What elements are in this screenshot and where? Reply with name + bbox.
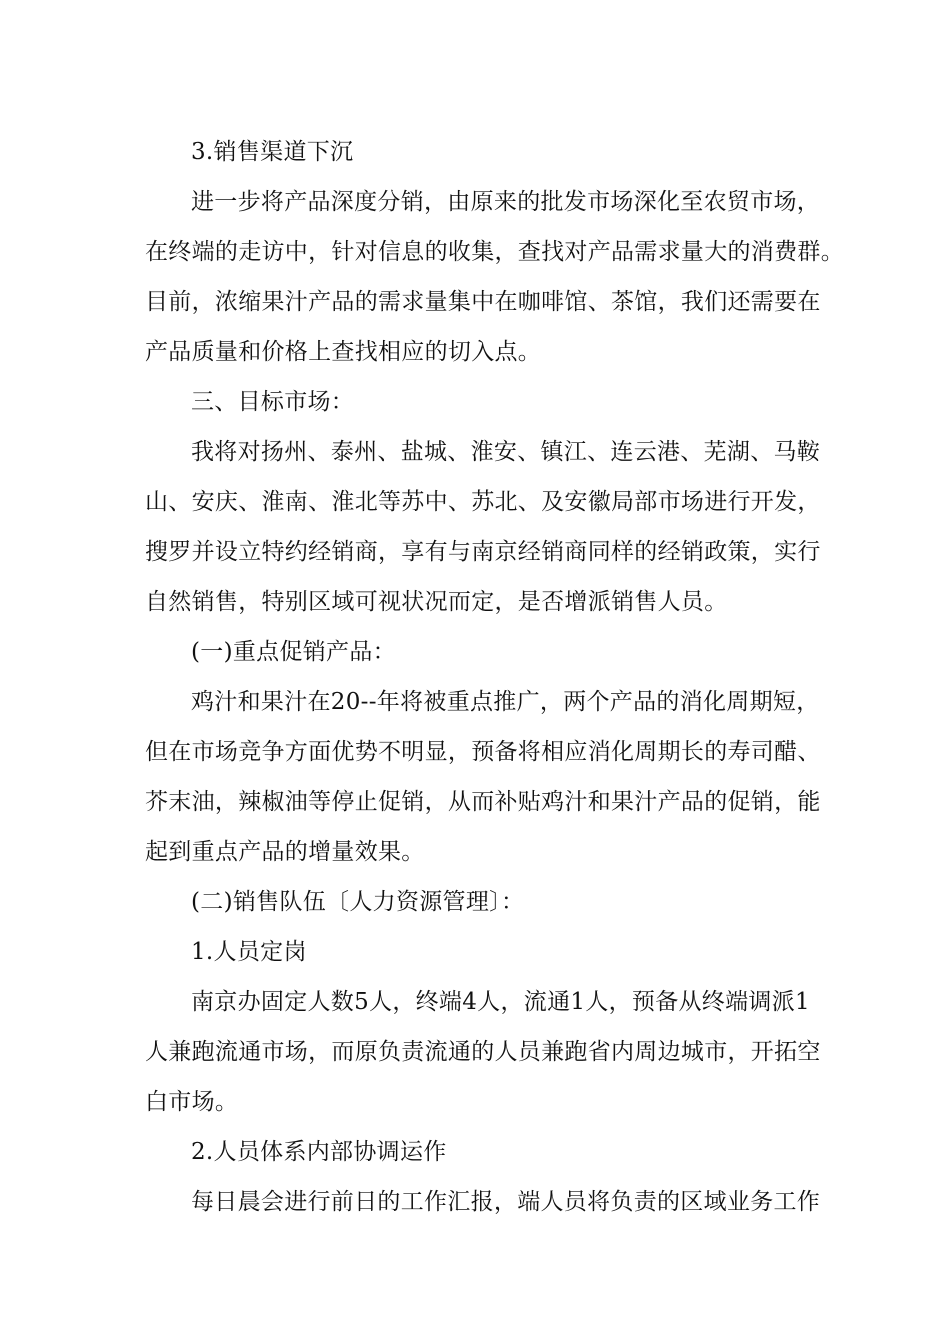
paragraph-line: 目前，浓缩果汁产品的需求量集中在咖啡馆、茶馆，我们还需要在 xyxy=(145,289,821,315)
paragraph-line: 但在市场竞争方面优势不明显，预备将相应消化周期长的寿司醋、 xyxy=(145,739,821,765)
heading-staff-coordination: 2.人员体系内部协调运作 xyxy=(191,1139,447,1165)
paragraph-line: 产品质量和价格上查找相应的切入点。 xyxy=(145,339,542,365)
paragraph-line: 起到重点产品的增量效果。 xyxy=(145,839,425,865)
heading-sales-channel: 3.销售渠道下沉 xyxy=(191,139,354,165)
heading-target-market: 三、目标市场： xyxy=(191,389,355,415)
paragraph-line: 进一步将产品深度分销，由原来的批发市场深化至农贸市场， xyxy=(191,189,821,215)
paragraph-line: 在终端的走访中，针对信息的收集，查找对产品需求量大的消费群。 xyxy=(145,239,844,265)
paragraph-line: 鸡汁和果汁在20--年将被重点推广，两个产品的消化周期短， xyxy=(191,689,820,715)
paragraph-line: 南京办固定人数5人，终端4人，流通1人，预备从终端调派1 xyxy=(191,989,810,1015)
paragraph-line: 每日晨会进行前日的工作汇报，端人员将负责的区域业务工作 xyxy=(191,1189,821,1215)
paragraph-line: 人兼跑流通市场，而原负责流通的人员兼跑省内周边城市，开拓空 xyxy=(145,1039,821,1065)
paragraph-line: 搜罗并设立特约经销商，享有与南京经销商同样的经销政策，实行 xyxy=(145,539,821,565)
paragraph-line: 自然销售，特别区域可视状况而定，是否增派销售人员。 xyxy=(145,589,728,615)
paragraph-line: 我将对扬州、泰州、盐城、淮安、镇江、连云港、芜湖、马鞍 xyxy=(191,439,821,465)
heading-key-promo-products: (一)重点促销产品： xyxy=(191,639,396,665)
heading-staff-positions: 1.人员定岗 xyxy=(191,939,307,965)
paragraph-line: 白市场。 xyxy=(145,1089,239,1115)
heading-sales-team: (二)销售队伍〔人力资源管理〕： xyxy=(191,889,525,915)
paragraph-line: 芥末油，辣椒油等停止促销，从而补贴鸡汁和果汁产品的促销，能 xyxy=(145,789,821,815)
paragraph-line: 山、安庆、淮南、淮北等苏中、苏北、及安徽局部市场进行开发， xyxy=(145,489,821,515)
